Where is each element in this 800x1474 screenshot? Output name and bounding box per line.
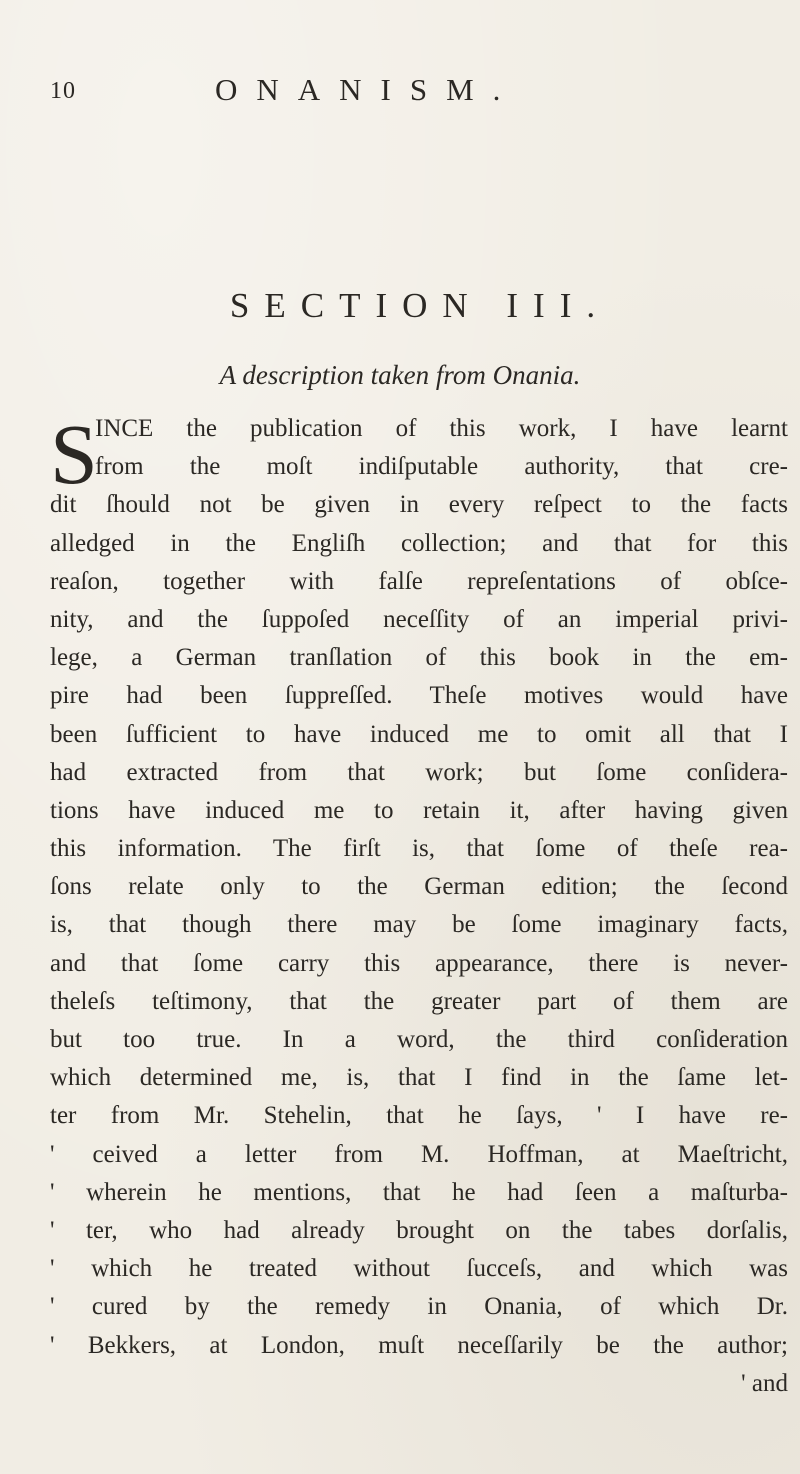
text-line: nity, and the ſuppoſed neceſſity of an imperial privi- — [50, 605, 788, 633]
text-line: been ſufficient to have induced me to omit all that I — [50, 720, 788, 748]
text-line: which determined me, is, that I find in the ſame let- — [50, 1064, 788, 1092]
text-line: reaſon, together with falſe repreſentations of obſce- — [50, 567, 788, 595]
text-line: theleſs teſtimony, that the greater part of them are — [50, 987, 788, 1015]
body-paragraph — [50, 406, 788, 1403]
text-line: from the moſt indiſputable authority, that cre- — [95, 453, 788, 481]
text-line: ſons relate only to the German edition; the ſecond — [50, 873, 788, 901]
text-line: dit ſhould not be given in every reſpect to the facts — [50, 491, 788, 519]
text-line: ' ceived a letter from M. Hoffman, at Maeſtricht, — [50, 1140, 788, 1168]
running-title: ONANISM. — [215, 72, 520, 107]
section-title: SECTION III. — [229, 286, 611, 325]
text-line: tions have induced me to retain it, after having given — [50, 796, 788, 824]
drop-cap: S — [50, 406, 98, 502]
catchword: ' and — [741, 1369, 788, 1397]
text-line: ' Bekkers, at London, muſt neceſſarily be the author; — [50, 1331, 788, 1359]
text-line: but too true. In a word, the third conſideration — [50, 1026, 788, 1053]
text-line: had extracted from that work; but ſome conſidera- — [50, 758, 788, 786]
section-subtitle: A description taken from Onania. — [219, 360, 581, 390]
text-line: lege, a German tranſlation of this book in the em- — [50, 644, 788, 672]
text-line: and that ſome carry this appearance, there is never- — [50, 949, 788, 977]
page-number: 10 — [50, 78, 76, 104]
page-header — [0, 60, 800, 107]
text-line: ' cured by the remedy in Onania, of which Dr. — [50, 1293, 788, 1321]
text-line: pire had been ſuppreſſed. Theſe motives would have — [50, 682, 788, 710]
text-line-content: INCE the publication of this work, I have learnt — [95, 415, 788, 442]
text-line: ' ter, who had already brought on the tabes dorſalis, — [50, 1216, 788, 1244]
text-line: is, that though there may be ſome imaginary facts, — [50, 911, 788, 939]
text-line: ' which he treated without ſucceſs, and which was — [50, 1255, 788, 1283]
text-line: alledged in the Engliſh collection; and that for this — [50, 529, 788, 557]
text-line: this information. The firſt is, that ſome of theſe rea- — [50, 835, 788, 863]
text-line: ' wherein he mentions, that he had ſeen a maſturba- — [50, 1178, 788, 1206]
text-line: ter from Mr. Stehelin, that he ſays, ' I have re- — [50, 1102, 788, 1130]
